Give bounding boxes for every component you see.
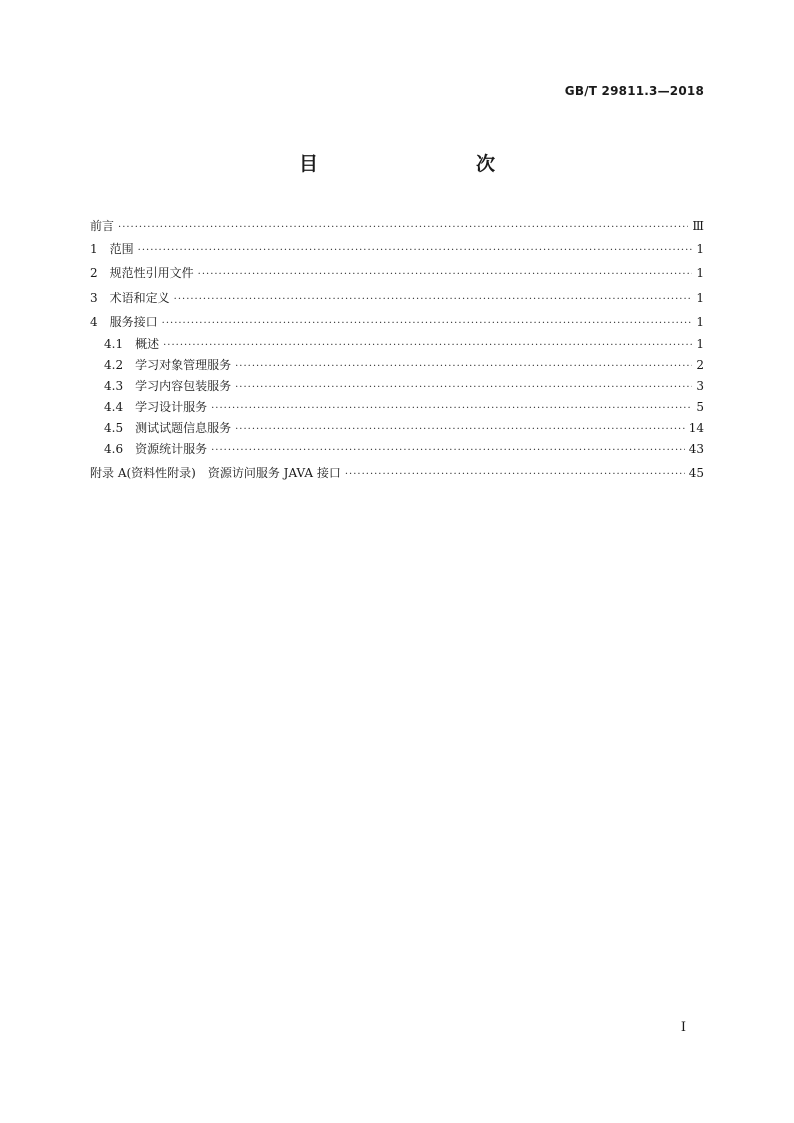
toc-entry-page: 1: [696, 314, 704, 329]
dot-leader: [118, 217, 688, 238]
toc-entry-label: 测试试题信息服务: [135, 421, 232, 436]
toc-entry-number: 4.4: [104, 400, 124, 415]
dot-leader: [211, 398, 692, 419]
toc-entry-label: 学习内容包装服务: [135, 379, 232, 394]
page-folio: Ⅰ: [680, 1020, 686, 1035]
toc-entry-number: 4.2: [104, 358, 124, 373]
toc-entry-number: 4.3: [104, 379, 124, 394]
toc-entry-page: 1: [696, 337, 704, 352]
toc-entry-overview[interactable]: [90, 334, 704, 355]
toc-entry-page: 5: [696, 400, 704, 415]
toc-entry-label: 概述: [135, 337, 160, 352]
toc-entry-content-packaging[interactable]: [90, 376, 704, 397]
toc-entry-learning-object-management[interactable]: [90, 355, 704, 376]
toc-entry-page: Ⅲ: [692, 219, 704, 233]
toc-entry-terms-definitions[interactable]: [90, 286, 704, 310]
toc-entry-page: 3: [696, 379, 704, 394]
toc-entry-normative-references[interactable]: [90, 261, 704, 285]
toc-entry-number: 4.6: [104, 442, 124, 457]
toc-entry-page: 1: [696, 242, 704, 256]
dot-leader: [162, 312, 693, 336]
dot-leader: [211, 440, 685, 461]
toc-entry-learning-design[interactable]: [90, 397, 704, 418]
toc-entry-label: 前言: [90, 219, 115, 233]
dot-leader: [345, 462, 685, 488]
dot-leader: [138, 239, 693, 263]
toc-entry-foreword[interactable]: [90, 216, 704, 237]
toc-entry-resource-statistics[interactable]: [90, 439, 704, 460]
toc-entry-label: 资源统计服务: [135, 442, 208, 457]
dot-leader: [235, 377, 692, 398]
dot-leader: [235, 419, 685, 440]
toc-entry-label: 学习对象管理服务: [135, 358, 232, 373]
toc-entry-page: 14: [688, 421, 704, 436]
toc-title: 目 次: [298, 153, 535, 175]
table-of-contents: [90, 216, 704, 486]
dot-leader: [235, 356, 692, 377]
toc-entry-number: 4: [90, 314, 98, 329]
toc-entry-number: 2: [90, 266, 98, 281]
toc-entry-annex-a[interactable]: [90, 460, 704, 486]
toc-entry-number: 3: [90, 290, 98, 305]
toc-entry-label: 规范性引用文件: [109, 266, 194, 281]
dot-leader: [174, 288, 693, 312]
toc-entry-number: 4.5: [104, 421, 124, 436]
toc-entry-service-interface[interactable]: [90, 310, 704, 334]
toc-entry-label: 服务接口: [109, 314, 158, 329]
toc-entry-page: 45: [688, 466, 704, 481]
dot-leader: [163, 335, 692, 356]
toc-entry-label: 术语和定义: [109, 290, 170, 305]
toc-entry-page: 1: [696, 266, 704, 281]
toc-entry-test-item-information[interactable]: [90, 418, 704, 439]
toc-entry-scope[interactable]: [90, 237, 704, 261]
toc-entry-label: 学习设计服务: [135, 400, 208, 415]
toc-entry-label: 范围: [109, 242, 134, 256]
toc-entry-page: 43: [688, 442, 704, 457]
toc-entry-label: 附录 A(资料性附录) 资源访问服务 JAVA 接口: [90, 466, 341, 481]
toc-entry-number: 4.1: [104, 337, 124, 352]
toc-entry-page: 2: [696, 358, 704, 373]
toc-entry-page: 1: [696, 290, 704, 305]
dot-leader: [198, 263, 693, 287]
toc-entry-number: 1: [90, 242, 98, 256]
standard-number: GB/T 29811.3—2018: [564, 84, 704, 98]
